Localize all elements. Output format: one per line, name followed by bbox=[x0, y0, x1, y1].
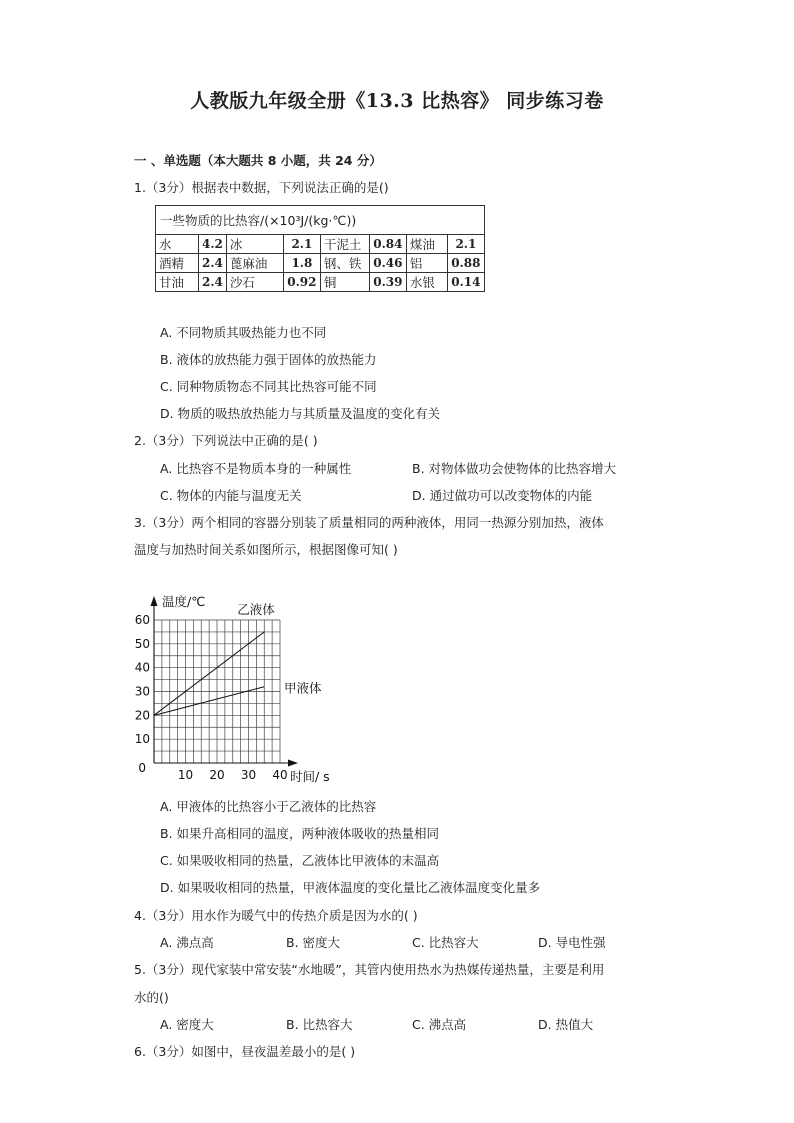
q4-option-b: B. 密度大 bbox=[286, 935, 341, 950]
section-heading: 一 、单选题（本大题共 8 小题，共 24 分） bbox=[134, 153, 382, 168]
table-cell: 煤油 bbox=[406, 235, 447, 254]
q5-option-d: D. 热值大 bbox=[538, 1017, 594, 1032]
question-3-stem-line1: 3.（3分）两个相同的容器分别装了质量相同的两种液体，用同一热源分别加热，液体 bbox=[134, 515, 604, 530]
series-label-1: 乙液体 bbox=[237, 602, 275, 617]
q3-option-c: C. 如果吸收相同的热量，乙液体比甲液体的末温高 bbox=[160, 853, 440, 868]
q2-option-d: D. 通过做功可以改变物体的内能 bbox=[412, 488, 593, 503]
q1-option-a: A. 不同物质其吸热能力也不同 bbox=[160, 325, 327, 340]
question-1-stem: 1.（3分）根据表中数据，下列说法正确的是() bbox=[134, 180, 389, 195]
x-axis-title: 时间/ s bbox=[290, 769, 330, 784]
q4-option-d: D. 导电性强 bbox=[538, 935, 606, 950]
table-cell: 铝 bbox=[406, 254, 447, 273]
table-cell: 0.46 bbox=[369, 254, 406, 273]
x-tick-label: 40 bbox=[272, 768, 288, 782]
y-tick-label: 30 bbox=[134, 684, 150, 699]
series-label-2: 甲液体 bbox=[284, 680, 322, 696]
table-cell: 1.8 bbox=[283, 254, 320, 273]
question-3-stem-line2: 温度与加热时间关系如图所示，根据图像可知( ) bbox=[134, 542, 398, 557]
origin-label: 0 bbox=[138, 761, 146, 775]
q1-option-c: C. 同种物质物态不同其比热容可能不同 bbox=[160, 379, 377, 394]
x-tick-label: 30 bbox=[240, 768, 257, 782]
q1-option-d: D. 物质的吸热放热能力与其质量及温度的变化有关 bbox=[160, 406, 441, 421]
q4-option-c: C. 比热容大 bbox=[412, 935, 479, 950]
table-row bbox=[156, 254, 485, 273]
x-tick-label: 10 bbox=[177, 768, 194, 782]
table-cell: 蓖麻油 bbox=[226, 254, 283, 273]
y-axis-title: 温度/℃ bbox=[162, 594, 206, 609]
question-2-stem: 2.（3分）下列说法中正确的是( ) bbox=[134, 433, 318, 448]
q2-option-c: C. 物体的内能与温度无关 bbox=[160, 488, 302, 503]
table-cell: 2.1 bbox=[283, 235, 320, 254]
table-cell: 酒精 bbox=[156, 254, 199, 273]
question-5-stem-line2: 水的() bbox=[134, 990, 169, 1005]
table-cell: 冰 bbox=[226, 235, 283, 254]
question-4-stem: 4.（3分）用水作为暖气中的传热介质是因为水的( ) bbox=[134, 908, 418, 923]
q3-option-b: B. 如果升高相同的温度，两种液体吸收的热量相同 bbox=[160, 826, 440, 841]
q4-option-a: A. 沸点高 bbox=[160, 935, 214, 950]
question-5-stem-line1: 5.（3分）现代家装中常安装“水地暖”，其管内使用热水为热媒传递热量，主要是利用 bbox=[134, 962, 605, 977]
x-tick-label: 20 bbox=[209, 768, 225, 782]
table-cell: 铜 bbox=[320, 273, 369, 292]
table-cell: 0.84 bbox=[369, 235, 406, 254]
table-row bbox=[156, 273, 485, 292]
table-cell: 甘油 bbox=[156, 273, 199, 292]
table-cell: 2.1 bbox=[447, 235, 484, 254]
table-cell: 0.88 bbox=[447, 254, 484, 273]
y-tick-label: 10 bbox=[134, 732, 150, 747]
q5-option-a: A. 密度大 bbox=[160, 1017, 214, 1032]
question-6-stem: 6.（3分）如图中，昼夜温差最小的是( ) bbox=[134, 1044, 356, 1059]
q2-option-a: A. 比热容不是物质本身的一种属性 bbox=[160, 461, 352, 476]
temperature-time-chart bbox=[130, 588, 350, 788]
page-title: 人教版九年级全册《13.3 比热容》 同步练习卷 bbox=[190, 90, 604, 112]
table-cell: 水 bbox=[156, 235, 199, 254]
table-cell: 0.39 bbox=[369, 273, 406, 292]
y-tick-label: 50 bbox=[134, 636, 150, 651]
table-cell: 干泥土 bbox=[320, 235, 369, 254]
table-cell: 2.4 bbox=[199, 273, 227, 292]
table-cell: 沙石 bbox=[226, 273, 283, 292]
table-cell: 0.14 bbox=[447, 273, 484, 292]
q3-option-d: D. 如果吸收相同的热量，甲液体温度的变化量比乙液体温度变化量多 bbox=[160, 880, 541, 895]
chart-grid bbox=[154, 620, 280, 763]
table-cell: 0.92 bbox=[283, 273, 320, 292]
q5-option-b: B. 比热容大 bbox=[286, 1017, 353, 1032]
q5-option-c: C. 沸点高 bbox=[412, 1017, 467, 1032]
table-header: 一些物质的比热容/(×10³J/(kg·℃)) bbox=[156, 206, 485, 235]
specific-heat-table bbox=[155, 205, 485, 292]
x-axis-arrow bbox=[288, 760, 298, 767]
q3-option-a: A. 甲液体的比热容小于乙液体的比热容 bbox=[160, 799, 377, 814]
y-tick-label: 20 bbox=[134, 708, 150, 723]
chart-axes bbox=[151, 596, 299, 767]
y-axis-arrow bbox=[151, 596, 158, 606]
q2-option-b: B. 对物体做功会使物体的比热容增大 bbox=[412, 461, 617, 476]
table-row bbox=[156, 235, 485, 254]
chart-labels bbox=[135, 594, 330, 784]
table-cell: 钢、铁 bbox=[320, 254, 369, 273]
y-tick-label: 40 bbox=[134, 660, 150, 675]
table-cell: 2.4 bbox=[199, 254, 227, 273]
y-tick-label: 60 bbox=[134, 613, 150, 627]
q1-option-b: B. 液体的放热能力强于固体的放热能力 bbox=[160, 352, 377, 367]
table-cell: 4.2 bbox=[199, 235, 227, 254]
table-cell: 水银 bbox=[406, 273, 447, 292]
